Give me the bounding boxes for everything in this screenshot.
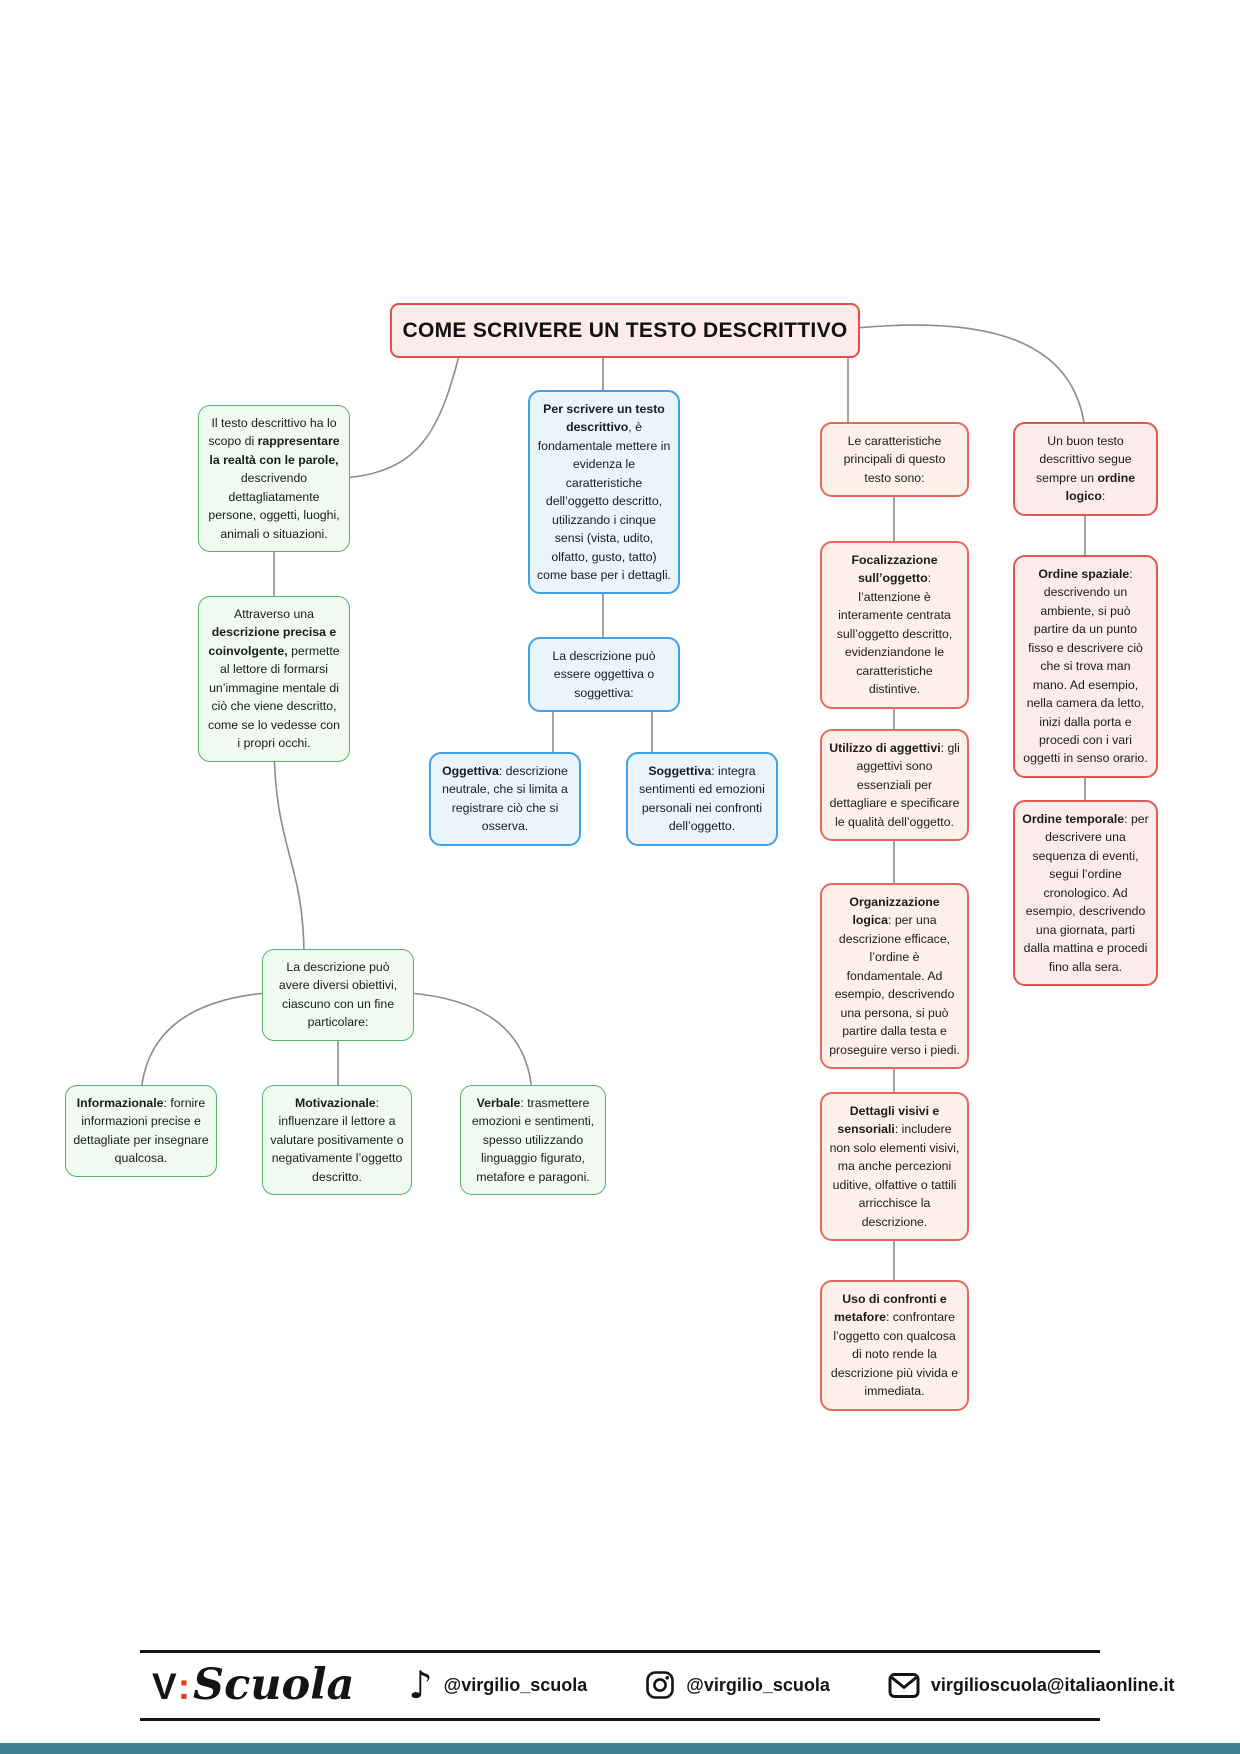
instagram-handle: @virgilio_scuola [686,1674,830,1695]
footer-bottom-rule [140,1718,1100,1721]
tiktok-group [408,1663,588,1707]
logo-colon: : [177,1666,191,1707]
footer [152,1656,1175,1714]
logo-v: V [152,1666,177,1707]
viscuola-logo [152,1660,354,1710]
node-objectives: La descrizione può avere diversi obiettivi, ciascuno con un fine particolare: [262,949,414,1041]
title-node: COME SCRIVERE UN TESTO DESCRITTIVO [390,303,860,358]
node-ordine-spaziale: Ordine spaziale: descrivendo un ambiente, si può partire da un punto fisso e descrivere ciò che si trova man mano. Ad esempio, nella camera da letto, inizi dalla porta e procedi con i vari oggetti in senso orario. [1013,555,1158,778]
node-mental-image: Attraverso una descrizione precisa e coinvolgente, permette al lettore di formarsi un’immagine mentale di ciò che viene descritto, come se lo vedesse con i propri occhi. [198,596,350,762]
node-oggettiva-soggettiva: La descrizione può essere oggettiva o soggettiva: [528,637,680,712]
node-ordine-temporale: Ordine temporale: per descrivere una sequenza di eventi, segui l’ordine cronologico. Ad esempio, descrivendo una giornata, parti dalla mattina e procedi fino alla sera. [1013,800,1158,986]
node-purpose: Il testo descrittivo ha lo scopo di rappresentare la realtà con le parole, descrivendo dettagliatamente persone, oggetti, luoghi, animali o situazioni. [198,405,350,552]
tiktok-handle: @virgilio_scuola [443,1674,588,1695]
node-aggettivi: Utilizzo di aggettivi: gli aggettivi sono essenziali per dettagliare e specificare le qualità dell’oggetto. [820,729,969,841]
logo-scuola: Scuola [193,1660,355,1710]
footer-top-rule [140,1650,1100,1653]
bottom-color-bar [0,1743,1240,1754]
email-icon [888,1672,920,1699]
instagram-icon [645,1670,675,1700]
node-caratteristiche: Le caratteristiche principali di questo testo sono: [820,422,969,497]
tiktok-icon: ♪ [408,1663,433,1707]
node-informazionale: Informazionale: fornire informazioni precise e dettagliate per insegnare qualcosa. [65,1085,217,1177]
node-oggettiva: Oggettiva: descrizione neutrale, che si limita a registrare ciò che si osserva. [429,752,581,846]
node-soggettiva: Soggettiva: integra sentimenti ed emozioni personali nei confronti dell’oggetto. [626,752,778,846]
node-ordine-logico: Un buon testo descrittivo segue sempre un ordine logico: [1013,422,1158,516]
node-organizzazione-logica: Organizzazione logica: per una descrizione efficace, l’ordine è fondamentale. Ad esempio, descrivendo una persona, si può partire dalla testa e proseguire verso i piedi. [820,883,969,1069]
node-motivazionale: Motivazionale: influenzare il lettore a valutare positivamente o negativamente l’oggetto descritto. [262,1085,412,1195]
node-verbale: Verbale: trasmettere emozioni e sentimenti, spesso utilizzando linguaggio figurato, metafore e paragoni. [460,1085,606,1195]
node-confronti-metafore: Uso di confronti e metafore: confrontare l’oggetto con qualcosa di noto rende la descrizione più vivida e immediata. [820,1280,969,1411]
instagram-group [645,1670,830,1700]
node-cinque-sensi: Per scrivere un testo descrittivo, è fondamentale mettere in evidenza le caratteristiche dell’oggetto descritto, utilizzando i cinque sensi (vista, udito, olfatto, gusto, tatto) come base per i dettagli. [528,390,680,594]
node-dettagli-sensoriali: Dettagli visivi e sensoriali: includere non solo elementi visivi, ma anche percezioni uditive, olfattive o tattili arricchisce la descrizione. [820,1092,969,1241]
email-group [888,1672,1175,1699]
email-address: virgilioscuola@italiaonline.it [930,1674,1175,1695]
node-focalizzazione: Focalizzazione sull’oggetto: l’attenzione è interamente centrata sull’oggetto descritto, evidenziandone le caratteristiche distintive. [820,541,969,709]
